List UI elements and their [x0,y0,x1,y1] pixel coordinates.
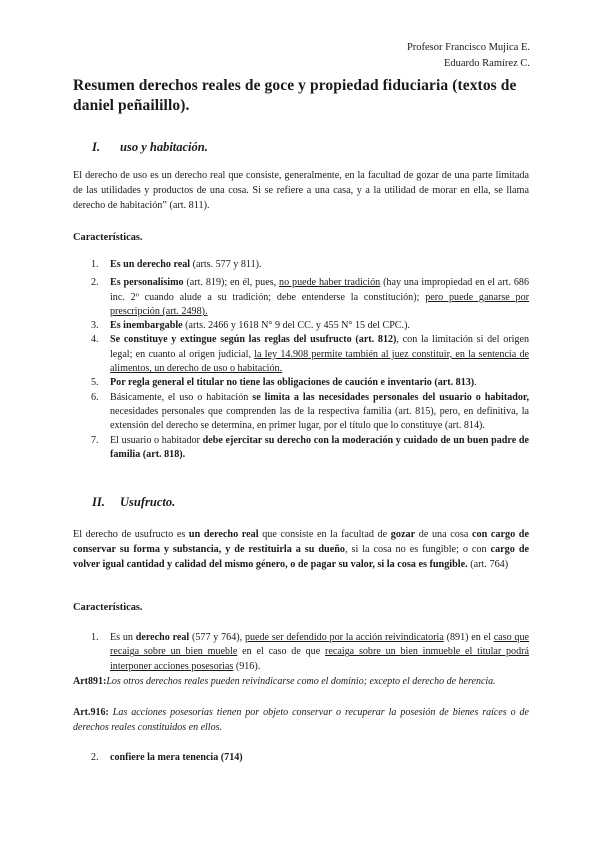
item-bold: Es inembargable [110,320,183,332]
note-label: Art891: [73,676,107,687]
author-line-1: Profesor Francisco Mujica E. [406,42,530,53]
item-bold: se limita a las necesidades personales del usuario o habitador, [252,391,529,403]
item-underlined: la ley 14.908 permite también al juez constituir, en la sentencia de alimentos, un derecho de uso o habitación. [110,348,529,375]
list-item [73,391,529,434]
item-text: Es un [110,632,136,643]
item-text: (arts. 2466 y 1618 N° 9 del CC. y 455 N° 15 del CPC.). [182,320,410,332]
intro-bold: gozar [390,529,416,540]
list-item [73,434,529,463]
item-bold: Por regla general el titular no tiene las obligaciones de caución e inventario (art. 813) [110,377,475,389]
item-underlined: no puede haber tradición [279,277,381,289]
list-number: 1. [91,632,99,643]
list-item [73,631,529,674]
list-item [73,376,529,390]
note-art-891 [73,675,529,690]
section-2-subheading: Características. [73,602,143,613]
section-1-title: uso y habitación. [120,140,208,154]
list-number: 5. [91,377,99,389]
intro-text: que consiste en la facultad de [258,529,391,540]
item-text: (577 y 764), [189,632,245,643]
list-item [73,333,529,376]
item-text: (916). [233,660,261,672]
item-text: (891) en el [443,632,494,643]
section-1-number: I. [92,140,100,154]
section-1-heading [92,140,208,155]
list-item [73,276,529,319]
intro-bold: un derecho real [188,529,259,540]
note-text: Las acciones posesorias tienen por objeto conservar o recuperar la posesión de bienes raíces o de derechos reales constituidos en ellos. [73,707,529,733]
note-art-916 [73,706,529,735]
item-bold: Se constituye y extingue según las reglas del usufructo (art. 812) [110,334,397,346]
section-2-number: II. [92,495,105,509]
list-number: 1. [91,259,99,270]
intro-bold: cargo de volver igual cantidad y calidad del mismo género, o de pagar su valor, si la cosa es fungible. [73,544,530,570]
intro-text: El derecho de usufructo es [73,529,189,540]
note-text: Los otros derechos reales pueden reivindicarse como el dominio; excepto el derecho de herencia. [106,676,496,687]
item-text: en el caso de que [237,646,326,658]
item-bold: Es un derecho real [110,259,191,270]
item-text: Básicamente, el uso o habitación [110,391,253,403]
intro-text: de una cosa [415,529,472,540]
item-underlined: recaiga sobre un bien inmueble el titular podrá interponer acciones posesorias [110,646,529,672]
section-2-heading [92,495,175,510]
section-2-title: Usufructo. [120,495,176,509]
item-bold: Es personalísimo [110,277,184,289]
item-text: El usuario o habitador [110,434,203,446]
list-number: 2. [91,752,99,763]
list-number: 6. [91,391,99,403]
intro-text: (art. 764) [467,559,509,570]
author-line-2: Eduardo Ramírez C. [443,58,530,69]
item-text: necesidades personales que comprenden las de la respectiva familia (art. 815), pero, en definitiva, la extensión del derecho se determina, en primer lugar, por el título que lo constituye (art. 814). [110,405,529,432]
item-bold: derecho real [135,632,190,643]
list-number: 7. [91,434,99,446]
list-number: 2. [91,277,99,289]
intro-text: , si la cosa no es fungible; o con [344,544,491,555]
item-text: , con la limitación si del origen legal; en cuanto al origen judicial, [110,334,529,360]
item-text: . [474,377,477,389]
item-bold: confiere la mera tenencia (714) [110,752,243,763]
section-2-list-cont [73,751,529,765]
item-underlined: caso que recaiga sobre un bien mueble [110,632,529,658]
list-item [73,751,529,765]
item-text: (art. 819); en él, pues, [183,277,280,289]
list-item [73,258,529,272]
section-1-intro: El derecho de uso es un derecho real que consiste, generalmente, en la facultad de gozar de una parte limitada de las utilidades y productos de una cosa. Si se refiere a una casa, y a la utilidad de morar en ella, se llama derecho de habitación” (art. 811). [73,170,529,211]
item-text: (hay una impropiedad en el art. 686 inc. 2º cuando alude a su tradición; debe entenderse la constitución); [110,277,530,303]
item-underlined: puede ser defendido por la acción reivindicatoria [244,632,444,643]
section-2-intro [73,527,529,572]
section-1-list [73,258,529,462]
section-2-list [73,631,529,674]
document-title: Resumen derechos reales de goce y propiedad fiduciaria (textos de daniel peñailillo). [73,77,517,114]
item-text: (arts. 577 y 811). [190,259,262,270]
list-item [73,319,529,333]
list-number: 4. [91,334,99,346]
intro-bold: con cargo de conservar su forma y substancia, y de restituirla a su dueño [73,529,529,555]
list-number: 3. [91,320,99,332]
note-label: Art.916: [73,707,109,718]
item-underlined: pero puede ganarse por prescripción (art. 2498). [110,291,529,317]
author-block [407,40,530,72]
item-bold: debe ejercitar su derecho con la moderación y cuidado de un buen padre de familia (art. 818). [110,434,529,460]
section-1-subheading: Características. [73,232,143,243]
